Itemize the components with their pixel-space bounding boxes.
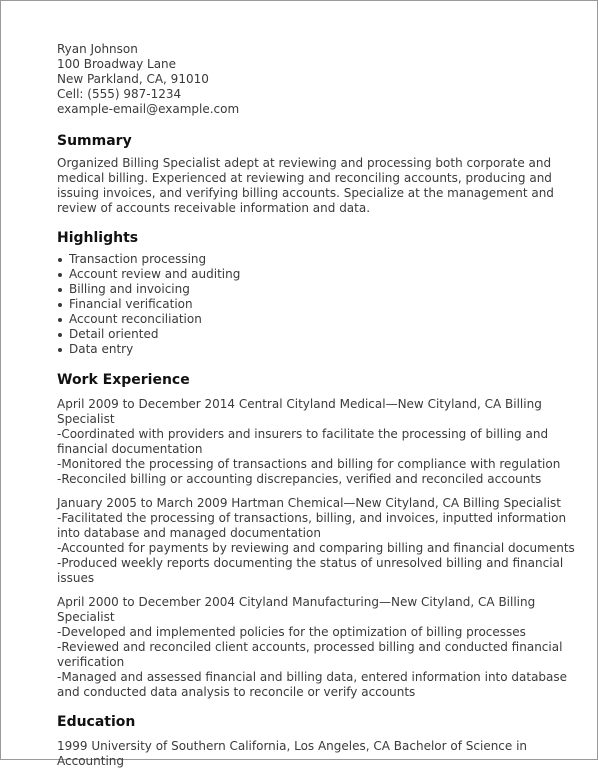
resume-content <box>57 42 591 769</box>
contact-city: New Parkland, CA, 91010 <box>57 72 209 86</box>
highlight-item: Account reconciliation <box>69 312 591 327</box>
summary-heading: Summary <box>57 133 132 149</box>
education-heading: Education <box>57 714 136 730</box>
highlights-list <box>57 252 591 357</box>
job-header: January 2005 to March 2009 Hartman Chemical—New Cityland, CA Billing Specialist <box>57 496 562 510</box>
job-duty: -Managed and assessed financial and billing data, entered information into database and conducted data analysis to reconcile or verify accounts <box>57 670 568 699</box>
highlights-heading: Highlights <box>57 230 139 246</box>
job-duty: -Reconciled billing or accounting discrepancies, verified and reconciled accounts <box>57 472 542 486</box>
job-duty: -Produced weekly reports documenting the status of unresolved billing and financial issues <box>57 556 564 585</box>
contact-street: 100 Broadway Lane <box>57 57 177 71</box>
contact-email: example-email@example.com <box>57 102 240 116</box>
work-experience-list <box>57 397 591 700</box>
education-text: 1999 University of Southern California, Los Angeles, CA Bachelor of Science in Accounting <box>57 739 528 768</box>
contact-block <box>57 42 591 117</box>
highlight-item: Detail oriented <box>69 327 591 342</box>
highlight-item: Account review and auditing <box>69 267 591 282</box>
job-entry <box>57 595 591 700</box>
highlight-item: Billing and invoicing <box>69 282 591 297</box>
work-experience-heading: Work Experience <box>57 372 190 388</box>
job-duty: -Monitored the processing of transactions and billing for compliance with regulation <box>57 457 561 471</box>
highlight-item: Data entry <box>69 342 591 357</box>
job-duty: -Coordinated with providers and insurers to facilitate the processing of billing and financial documentation <box>57 427 549 456</box>
job-header: April 2009 to December 2014 Central Cityland Medical—New Cityland, CA Billing Specialist <box>57 397 542 426</box>
contact-name: Ryan Johnson <box>57 42 138 56</box>
job-duty: -Facilitated the processing of transactions, billing, and invoices, inputted information into database and managed documentation <box>57 511 567 540</box>
highlight-item: Financial verification <box>69 297 591 312</box>
job-entry <box>57 397 591 487</box>
job-duty: -Reviewed and reconciled client accounts, processed billing and conducted financial verification <box>57 640 563 669</box>
job-duty: -Accounted for payments by reviewing and comparing billing and financial documents <box>57 541 575 555</box>
job-duty: -Developed and implemented policies for the optimization of billing processes <box>57 625 526 639</box>
highlight-item: Transaction processing <box>69 252 591 267</box>
job-header: April 2000 to December 2004 Cityland Manufacturing—New Cityland, CA Billing Specialist <box>57 595 536 624</box>
job-entry <box>57 496 591 586</box>
contact-phone: Cell: (555) 987-1234 <box>57 87 182 101</box>
summary-text: Organized Billing Specialist adept at reviewing and processing both corporate and medical billing. Experienced at reviewing and reconciling accounts, producing and issuing invoices, and verifying billing accounts. Specialize at the management and review of accounts receivable information and data. <box>57 156 554 215</box>
